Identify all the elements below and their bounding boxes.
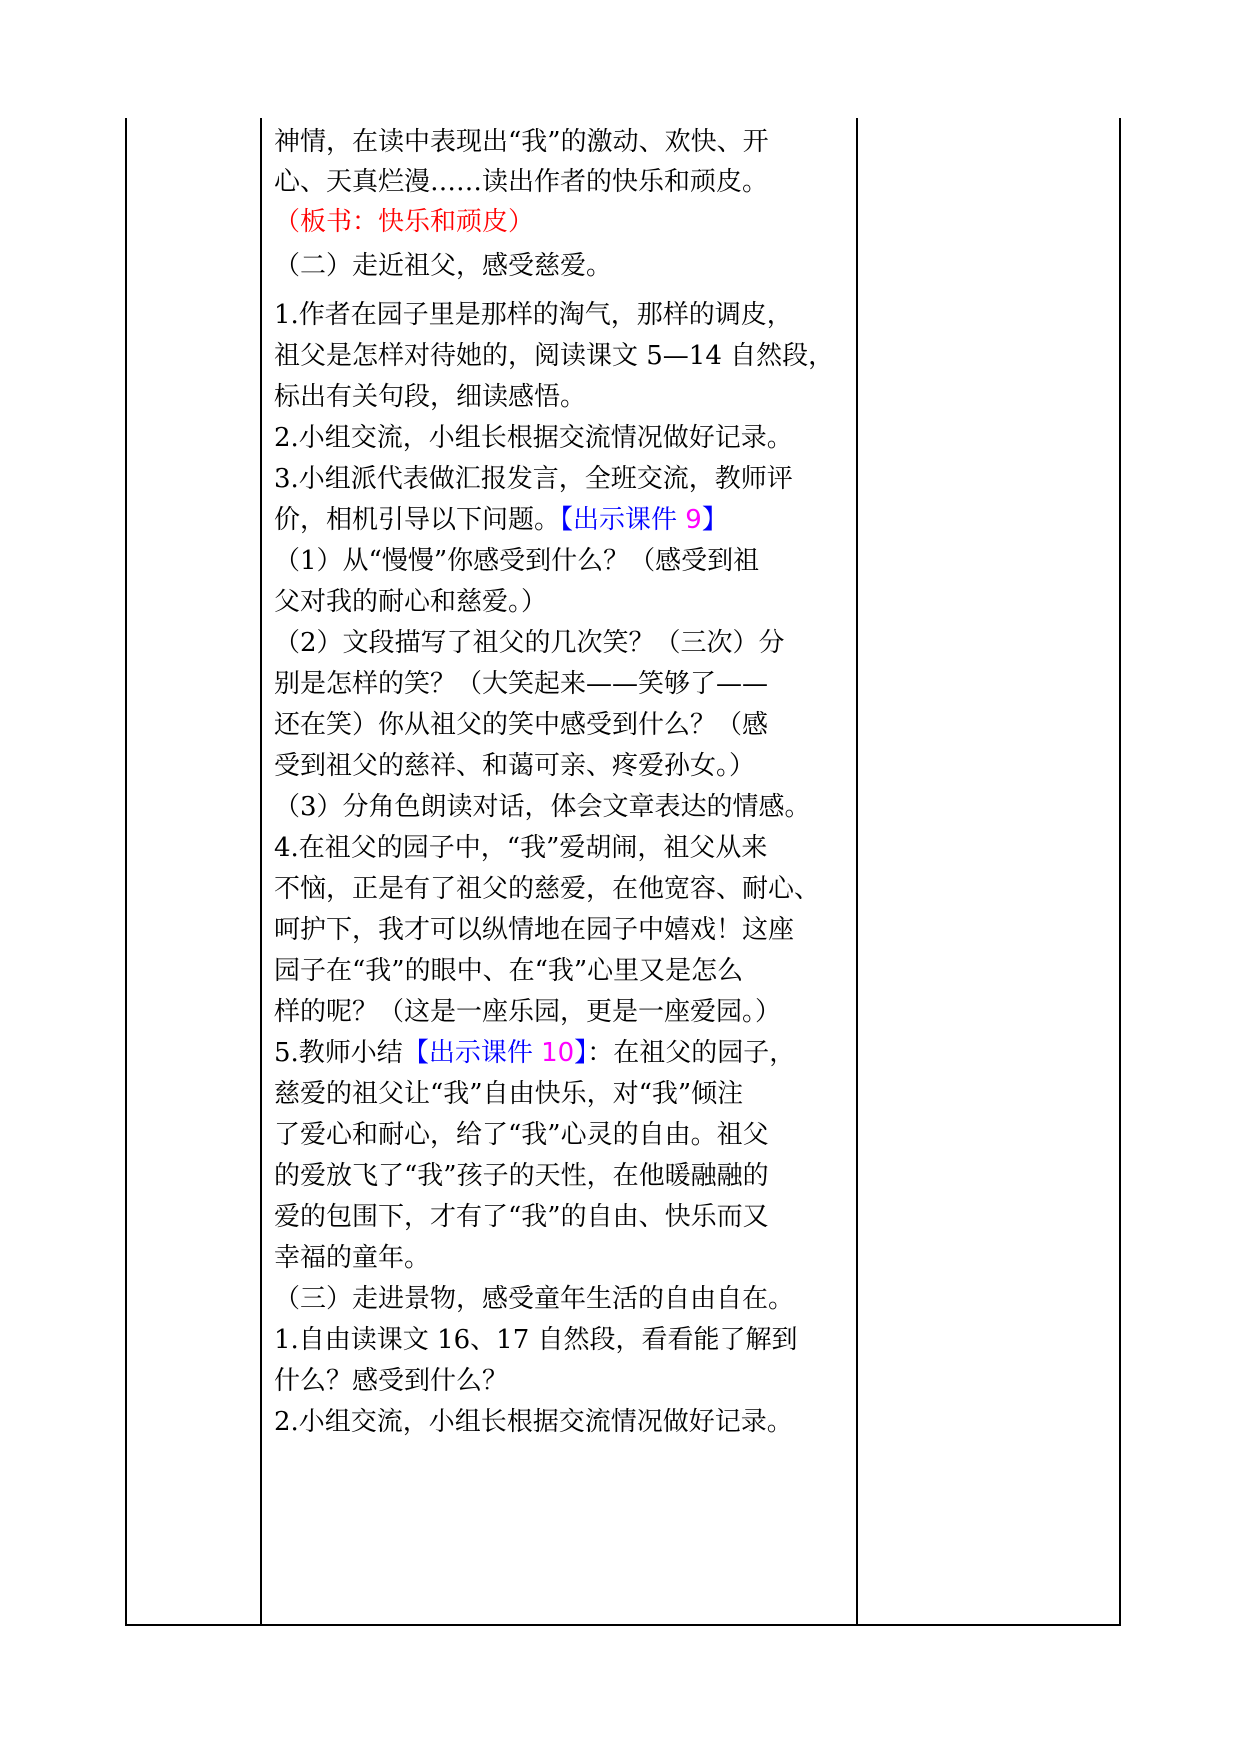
board-note: （板书：快乐和顽皮） [274,207,535,237]
text-line: 什么？感受到什么？ [274,1366,509,1396]
text-line-with-slide [274,1033,795,1073]
slide-bracket: 】 [701,505,728,535]
slide-reference [403,1038,587,1068]
text-line: 标出有关句段，细读感悟。 [274,382,587,412]
text-line: 呵护下，我才可以纵情地在园子中嬉戏！这座 [274,915,795,945]
text-line: 2.小组交流，小组长根据交流情况做好记录。 [274,1407,793,1437]
text-line: 不恼，正是有了祖父的慈爱，在他宽容、耐心、 [274,874,821,904]
text-line: 父对我的耐心和慈爱。） [274,587,548,617]
slide-label: 【出示课件 [402,1038,542,1068]
text-line-with-slide [274,500,728,540]
table-border-bottom [125,1624,1121,1626]
table-column-divider-1 [260,118,262,1626]
text-line: 别是怎样的笑？（大笑起来——笑够了—— [274,669,769,699]
table-column-divider-2 [856,118,858,1626]
text-line: 1.作者在园子里是那样的淘气，那样的调皮， [274,300,793,330]
text-line: （3）分角色朗读对话，体会文章表达的情感。 [274,792,811,822]
text-line: 受到祖父的慈祥、和蔼可亲、疼爱孙女。） [274,751,756,781]
slide-number: 9 [685,505,702,535]
text-line: 4.在祖父的园子中，“我”爱胡闹，祖父从来 [274,833,768,863]
text-line: 的爱放飞了“我”孩子的天性，在他暖融融的 [274,1161,769,1191]
text-line: 慈爱的祖父让“我”自由快乐，对“我”倾注 [274,1079,744,1109]
slide-bracket: 】 [574,1038,588,1068]
text-line: 还在笑）你从祖父的笑中感受到什么？（感 [274,710,769,740]
text-segment: 价，相机引导以下问题。 [274,505,561,535]
text-line: 祖父是怎样对待她的，阅读课文 5—14 自然段， [274,341,835,371]
text-line: 心、天真烂漫……读出作者的快乐和顽皮。 [274,167,769,197]
text-line: 2.小组交流，小组长根据交流情况做好记录。 [274,423,793,453]
text-line: 园子在“我”的眼中、在“我”心里又是怎么 [274,956,744,986]
text-line: （2）文段描写了祖父的几次笑？（三次）分 [274,628,785,658]
text-line: 1.自由读课文 16、17 自然段，看看能了解到 [274,1325,798,1355]
section-heading: （三）走进景物，感受童年生活的自由自在。 [274,1284,795,1314]
text-line: 样的呢？（这是一座乐园，更是一座爱园。） [274,997,782,1027]
text-segment: 5.教师小结 [274,1038,403,1068]
slide-reference [560,505,728,535]
text-line: 爱的包围下，才有了“我”的自由、快乐而又 [274,1202,769,1232]
slide-number: 10 [541,1038,575,1068]
table-border-left [125,118,127,1626]
slide-label: 【出示课件 [560,505,686,535]
text-segment: ：在祖父的园子， [587,1038,796,1068]
text-line: 神情，在读中表现出“我”的激动、欢快、开 [274,127,769,157]
text-line: 3.小组派代表做汇报发言，全班交流，教师评 [274,464,793,494]
text-line: （1）从“慢慢”你感受到什么？（感受到祖 [274,546,760,576]
text-line: 了爱心和耐心，给了“我”心灵的自由。祖父 [274,1120,769,1150]
section-heading: （二）走近祖父，感受慈爱。 [274,251,613,281]
table-border-right [1119,118,1121,1626]
text-line: 幸福的童年。 [274,1243,431,1273]
